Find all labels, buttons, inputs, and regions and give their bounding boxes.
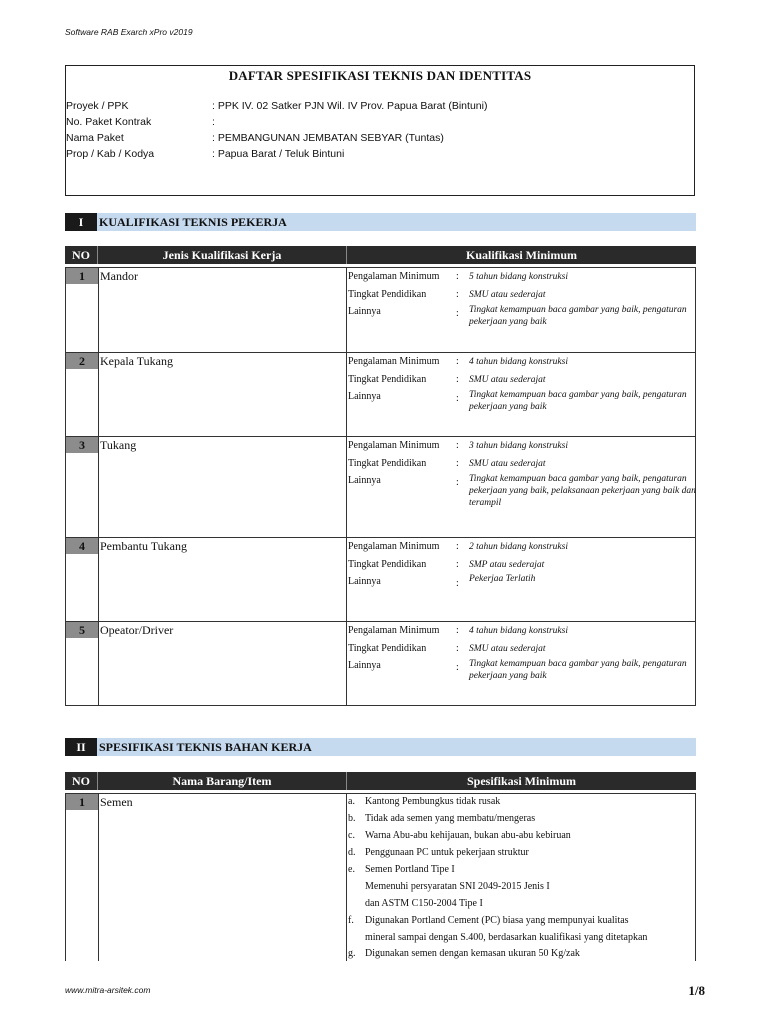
- colon: :: [456, 477, 459, 488]
- column-divider: [346, 353, 347, 436]
- spec-text: Digunakan Portland Cement (PC) biasa yang mempunyai kualitas: [365, 915, 629, 926]
- key-education: Tingkat Pendidikan: [348, 289, 427, 300]
- identity-row-no-paket: [66, 116, 694, 132]
- qualification-row: [65, 352, 696, 437]
- colon: :: [456, 393, 459, 404]
- row-number: 4: [66, 538, 98, 554]
- row-number: 5: [66, 622, 98, 638]
- key-other: Lainnya: [348, 391, 381, 402]
- value-education: SMU atau sederajat: [469, 459, 546, 469]
- colon: :: [456, 643, 459, 654]
- identity-label: Nama Paket: [66, 132, 124, 144]
- header-item: Nama Barang/Item: [172, 774, 272, 788]
- material-table-header: [65, 772, 696, 790]
- header-min-qualification: Kualifikasi Minimum: [465, 248, 578, 262]
- identity-label: Prop / Kab / Kodya: [66, 148, 155, 160]
- column-divider: [98, 794, 99, 961]
- spec-text: dan ASTM C150-2004 Tipe I: [365, 898, 483, 909]
- value-other: Tingkat kemampuan baca gambar yang baik, pengaturan pekerjaan yang baik: [469, 390, 687, 412]
- qualification-row: [65, 436, 696, 538]
- column-divider: [98, 268, 99, 352]
- identity-value: :: [212, 116, 215, 128]
- header-no: NO: [72, 248, 90, 262]
- qualification-row: [65, 267, 696, 353]
- colon: :: [456, 440, 459, 451]
- spec-text: Tidak ada semen yang membatu/mengeras: [365, 813, 536, 824]
- key-education: Tingkat Pendidikan: [348, 374, 427, 385]
- identity-label: No. Paket Kontrak: [66, 116, 152, 128]
- website-footer: www.mitra-arsitek.com: [65, 985, 151, 995]
- job-title: Kepala Tukang: [100, 354, 173, 368]
- column-divider: [98, 622, 99, 705]
- key-other: Lainnya: [348, 576, 381, 587]
- job-title: Opeator/Driver: [100, 623, 174, 637]
- value-experience: 4 tahun bidang konstruksi: [469, 626, 568, 636]
- job-title: Pembantu Tukang: [100, 539, 188, 553]
- key-experience: Pengalaman Minimum: [348, 625, 440, 636]
- material-row: [65, 793, 696, 961]
- spec-letter: f.: [348, 915, 354, 926]
- value-other: Tingkat kemampuan baca gambar yang baik, pengaturan pekerjaan yang baik: [469, 659, 687, 681]
- header-job: Jenis Kualifikasi Kerja: [162, 248, 282, 262]
- identity-row-prop: [66, 148, 694, 164]
- page-number: 1/8: [688, 983, 705, 998]
- identity-value: : PEMBANGUNAN JEMBATAN SEBYAR (Tuntas): [212, 132, 444, 144]
- spec-text: Memenuhi persyaratan SNI 2049-2015 Jenis I: [365, 881, 550, 892]
- spec-text: mineral sampai dengan S.400, berdasarkan kualifikasi yang ditetapkan: [365, 932, 648, 943]
- spec-letter: a.: [348, 796, 355, 807]
- value-other: Tingkat kemampuan baca gambar yang baik, pengaturan pekerjaan yang baik: [469, 305, 687, 327]
- key-experience: Pengalaman Minimum: [348, 356, 440, 367]
- key-education: Tingkat Pendidikan: [348, 559, 427, 570]
- key-experience: Pengalaman Minimum: [348, 440, 440, 451]
- column-divider: [346, 794, 347, 961]
- document-title: DAFTAR SPESIFIKASI TEKNIS DAN IDENTITAS: [228, 68, 532, 83]
- column-divider: [98, 538, 99, 621]
- qualification-table-header: [65, 246, 696, 264]
- job-title: Tukang: [100, 438, 137, 452]
- colon: :: [456, 625, 459, 636]
- qualification-row: [65, 621, 696, 706]
- spec-text: Penggunaan PC untuk pekerjaan struktur: [365, 847, 529, 858]
- header-no: NO: [72, 774, 90, 788]
- column-divider: [346, 437, 347, 537]
- value-experience: 2 tahun bidang konstruksi: [469, 542, 568, 552]
- identity-label: Proyek / PPK: [66, 100, 129, 112]
- colon: :: [456, 662, 459, 673]
- colon: :: [456, 541, 459, 552]
- section-number: II: [65, 738, 97, 756]
- row-number: 1: [66, 268, 98, 284]
- colon: :: [456, 458, 459, 469]
- colon: :: [456, 559, 459, 570]
- value-experience: 3 tahun bidang konstruksi: [469, 441, 568, 451]
- spec-text: Kantong Pembungkus tidak rusak: [365, 796, 501, 807]
- key-experience: Pengalaman Minimum: [348, 541, 440, 552]
- section-number: I: [65, 213, 97, 231]
- colon: :: [456, 289, 459, 300]
- value-education: SMU atau sederajat: [469, 375, 546, 385]
- identity-row-nama-paket: [66, 132, 694, 148]
- value-education: SMP atau sederajat: [469, 560, 545, 570]
- qualification-row: [65, 537, 696, 622]
- identity-row-proyek: [66, 100, 694, 116]
- value-other: Pekerjaa Terlatih: [469, 574, 536, 584]
- column-divider: [346, 622, 347, 705]
- section-2-heading: [65, 738, 696, 756]
- row-number: 3: [66, 437, 98, 453]
- header-min-spec: Spesifikasi Minimum: [466, 774, 577, 788]
- job-title: Mandor: [100, 269, 138, 283]
- column-divider: [98, 353, 99, 436]
- value-other: Tingkat kemampuan baca gambar yang baik, pengaturan pekerjaan yang baik, pelaksanaan pekerjaan yang baik dan terampil: [469, 474, 696, 508]
- item-name: Semen: [100, 795, 133, 809]
- colon: :: [456, 356, 459, 367]
- colon: :: [456, 308, 459, 319]
- identity-box: [65, 65, 695, 196]
- key-other: Lainnya: [348, 475, 381, 486]
- row-number: 2: [66, 353, 98, 369]
- column-divider: [346, 538, 347, 621]
- section-title: KUALIFIKASI TEKNIS PEKERJA: [99, 215, 287, 229]
- spec-letter: g.: [348, 948, 356, 959]
- spec-text: Digunakan semen dengan kemasan ukuran 50 Kg/zak: [365, 948, 580, 959]
- key-other: Lainnya: [348, 306, 381, 317]
- colon: :: [456, 374, 459, 385]
- spec-text: Warna Abu-abu kehijauan, bukan abu-abu kebiruan: [365, 830, 571, 841]
- column-divider: [346, 268, 347, 352]
- software-header: Software RAB Exarch xPro v2019: [65, 27, 193, 37]
- spec-letter: d.: [348, 847, 356, 858]
- spec-letter: c.: [348, 830, 355, 841]
- spec-letter: e.: [348, 864, 355, 875]
- key-education: Tingkat Pendidikan: [348, 458, 427, 469]
- value-education: SMU atau sederajat: [469, 290, 546, 300]
- identity-value: : PPK IV. 02 Satker PJN Wil. IV Prov. Papua Barat (Bintuni): [212, 100, 488, 112]
- row-number: 1: [66, 794, 98, 810]
- key-other: Lainnya: [348, 660, 381, 671]
- value-education: SMU atau sederajat: [469, 644, 546, 654]
- colon: :: [456, 271, 459, 282]
- section-1-heading: [65, 213, 696, 231]
- column-divider: [98, 437, 99, 537]
- key-experience: Pengalaman Minimum: [348, 271, 440, 282]
- spec-letter: b.: [348, 813, 356, 824]
- identity-value: : Papua Barat / Teluk Bintuni: [212, 148, 345, 160]
- section-title: SPESIFIKASI TEKNIS BAHAN KERJA: [99, 740, 312, 754]
- value-experience: 5 tahun bidang konstruksi: [469, 272, 568, 282]
- key-education: Tingkat Pendidikan: [348, 643, 427, 654]
- spec-text: Semen Portland Tipe I: [365, 864, 455, 875]
- colon: :: [456, 578, 459, 589]
- value-experience: 4 tahun bidang konstruksi: [469, 357, 568, 367]
